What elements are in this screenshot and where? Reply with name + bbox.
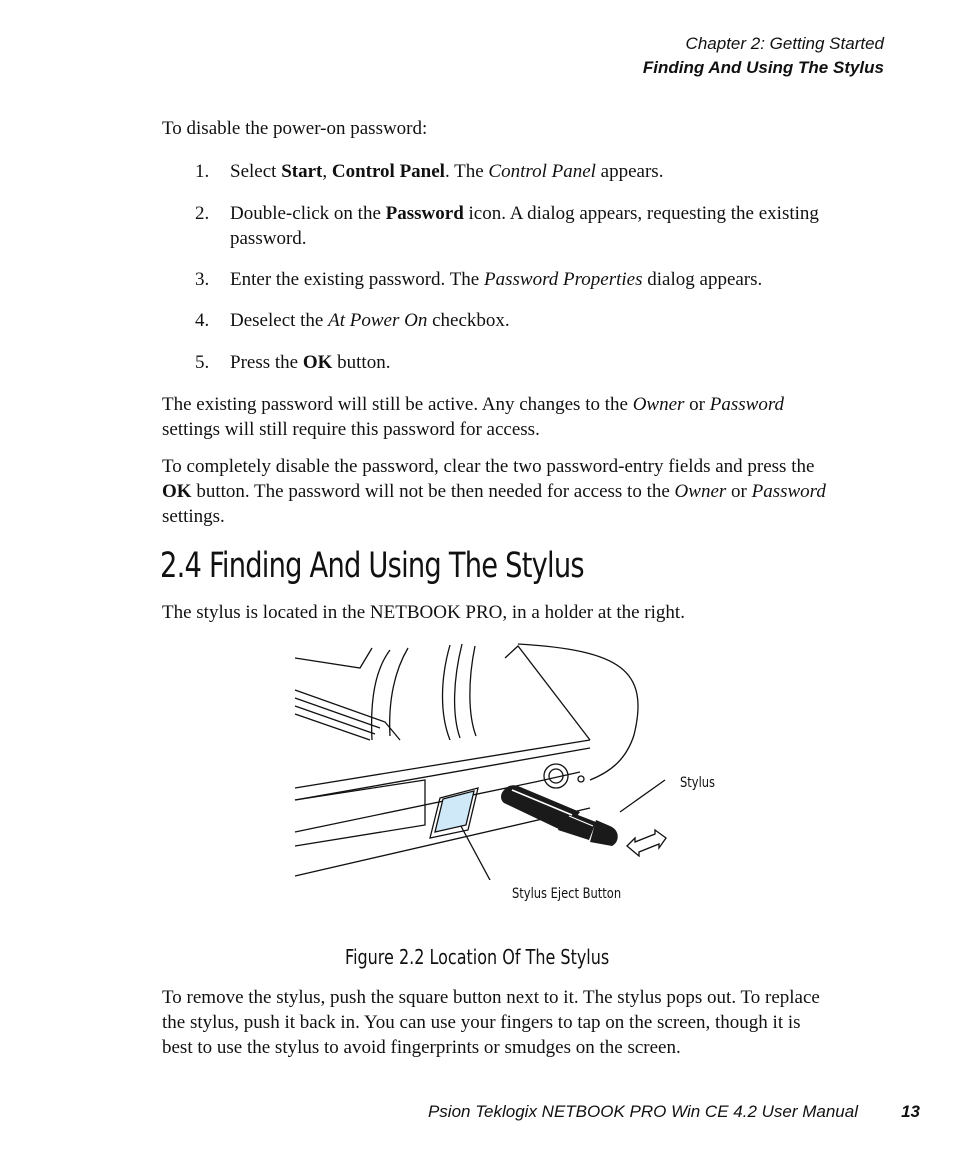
- emphasis-bold: Password: [385, 203, 464, 224]
- text-run: Select: [230, 161, 282, 182]
- paragraph-existing-password: [162, 392, 842, 442]
- text-run: or: [726, 481, 752, 502]
- intro-text: To disable the power-on password:: [162, 118, 428, 139]
- running-header-chapter: Chapter 2: Getting Started: [685, 34, 884, 53]
- text-run: ,: [322, 161, 332, 182]
- text-run: or: [684, 394, 710, 415]
- step-number: 1.: [195, 161, 210, 182]
- text-run: Double-click on the: [230, 203, 386, 224]
- text-run: Deselect the: [230, 310, 329, 331]
- text-run: The existing password will still be active. Any changes to the: [162, 394, 633, 415]
- step-number: 2.: [195, 203, 210, 224]
- page-number: 13: [901, 1102, 920, 1121]
- emphasis-bold: OK: [162, 481, 192, 502]
- text-run: settings.: [162, 506, 225, 527]
- running-header-section: Finding And Using The Stylus: [642, 58, 884, 77]
- stylus-icon: [501, 785, 618, 846]
- text-run: icon. A dialog appears, requesting the existing password.: [230, 203, 819, 249]
- text-run: checkbox.: [427, 310, 510, 331]
- section-heading: 2.4 Finding And Using The Stylus: [160, 546, 584, 586]
- stylus-location-figure: [290, 640, 670, 880]
- footer-manual-title: Psion Teklogix NETBOOK PRO Win CE 4.2 User Manual: [427, 1102, 858, 1121]
- text-run: . The: [444, 161, 489, 182]
- text-run: dialog appears.: [642, 269, 763, 290]
- emphasis-bold: Control Panel: [331, 161, 445, 182]
- push-pull-arrow-icon: [627, 830, 666, 856]
- figure-caption-text: Figure 2.2 Location Of The Stylus: [344, 945, 610, 969]
- emphasis-bold: Start: [281, 161, 323, 182]
- step-text: [230, 267, 820, 292]
- emphasis-italic: At Power On: [328, 310, 428, 331]
- step-number: 3.: [195, 269, 210, 290]
- figure-caption: [0, 945, 954, 969]
- paragraph-remove-stylus: To remove the stylus, push the square button next to it. The stylus pops out. To replace the stylus, push it back in. You can use your fingers to tap on the screen, though it is best to use the stylus to avoid fingerprints or smudges on the screen.: [162, 987, 820, 1058]
- text-run: To completely disable the password, clear the two password-entry fields and press the: [162, 456, 815, 477]
- text-run: button. The password will not be then needed for access to the: [191, 481, 675, 502]
- figure-hinge-outline: [295, 648, 372, 668]
- step-text: [230, 350, 820, 375]
- text-run: Press the: [230, 352, 303, 373]
- emphasis-italic: Password Properties: [484, 269, 643, 290]
- callout-stylus: Stylus: [680, 775, 716, 791]
- emphasis-italic: Owner: [632, 394, 685, 415]
- step-text: [230, 308, 820, 333]
- text-run: settings will still require this password for access.: [162, 419, 540, 440]
- emphasis-italic: Control Panel: [488, 161, 596, 182]
- paragraph-disable-password: [162, 454, 842, 529]
- emphasis-bold: OK: [302, 352, 333, 373]
- text-run: Enter the existing password. The: [230, 269, 484, 290]
- text-run: appears.: [595, 161, 664, 182]
- step-text: [230, 159, 820, 184]
- step-number: 4.: [195, 310, 210, 331]
- text-run: button.: [332, 352, 391, 373]
- stylus-callout-leader: [620, 780, 665, 812]
- step-text: [230, 201, 820, 251]
- emphasis-italic: Password: [709, 394, 785, 415]
- emphasis-italic: Password: [751, 481, 826, 502]
- section-intro-text: The stylus is located in the NETBOOK PRO, in a holder at the right.: [162, 602, 685, 623]
- step-number: 5.: [195, 352, 210, 373]
- callout-stylus-eject-button: Stylus Eject Button: [512, 886, 622, 902]
- emphasis-italic: Owner: [674, 481, 727, 502]
